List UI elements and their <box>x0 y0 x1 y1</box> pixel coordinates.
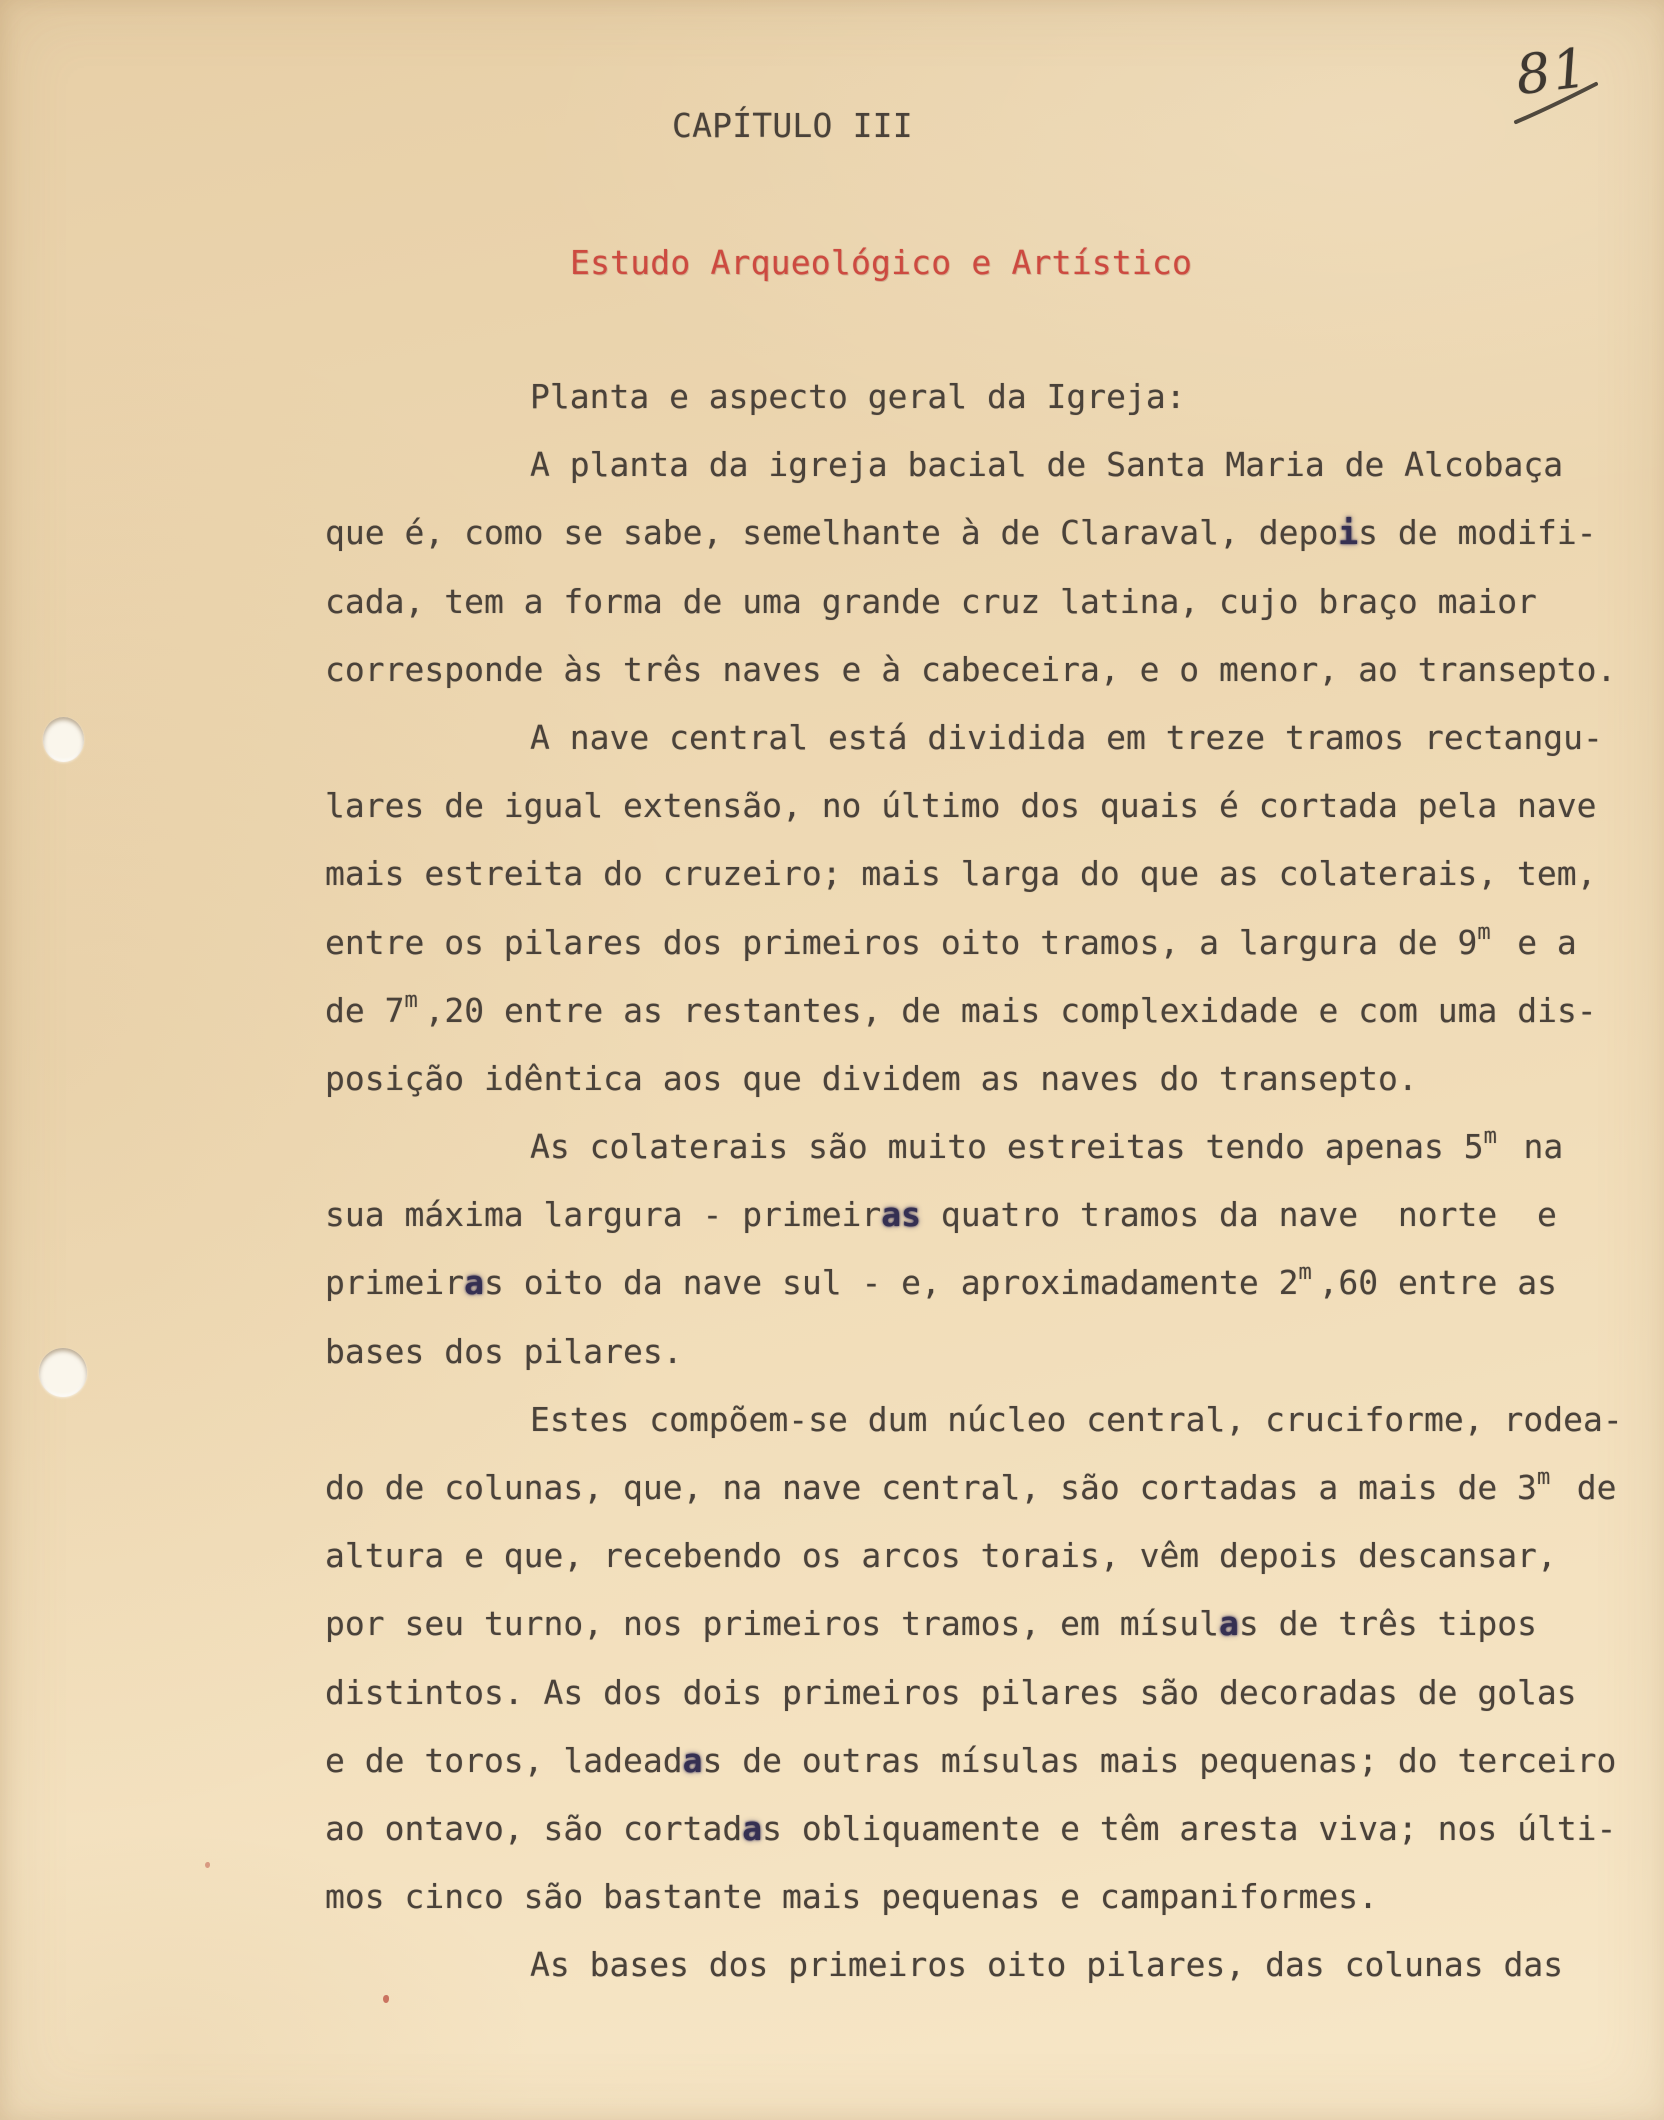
text-line: do de colunas, que, na nave central, são cortadas a mais de 3$^m$ de <box>325 1454 1635 1522</box>
page-number-text: 81 <box>1512 35 1593 108</box>
chapter-heading: CAPÍTULO III <box>672 106 913 145</box>
superscript-metres: m <box>1536 1465 1551 1490</box>
paper-speck <box>205 1862 210 1868</box>
text-line: Planta e aspecto geral da Igreja: <box>530 377 1186 416</box>
text-line: primeiras oito da nave sul - e, aproximadamente 2$^m$ ,60 entre as <box>325 1249 1635 1317</box>
handwritten-page-number <box>1504 35 1624 138</box>
text-line: e de toros, ladeadas de outras mísulas mais pequenas; do terceiro <box>325 1740 1617 1780</box>
superscript-metres: m <box>1298 1260 1312 1286</box>
punch-hole-top <box>43 717 84 762</box>
text-line: posição idêntica aos que dividem as naves do transepto. <box>325 1058 1418 1098</box>
page-number-underline-stroke <box>1504 35 1624 138</box>
overstrike-blot: a <box>742 1808 763 1848</box>
text-line: As bases dos primeiros oito pilares, das colunas das <box>530 1945 1564 1985</box>
paper-speck <box>383 1995 389 2003</box>
overstrike-blot: as <box>881 1195 922 1235</box>
text-line: mos cinco são bastante mais pequenas e campaniformes. <box>325 1877 1378 1917</box>
text-line: lares de igual extensão, no último dos quais é cortada pela nave <box>325 786 1597 826</box>
overstrike-blot: i <box>1338 513 1359 553</box>
text-line: sua máxima largura - primeiras quatro tramos da nave norte e <box>325 1195 1557 1235</box>
text-line: A nave central está dividida em treze tramos rectangu- <box>530 717 1603 757</box>
superscript-metres: m <box>1477 919 1491 945</box>
section-heading: Estudo Arqueológico e Artístico <box>570 243 1193 282</box>
punch-hole-bottom <box>39 1348 87 1397</box>
text-line: distintos. As dos dois primeiros pilares são decoradas de golas <box>325 1672 1577 1712</box>
overstrike-blot: a <box>1219 1604 1239 1644</box>
text-line: entre os pilares dos primeiros oito tramos, a largura de 9$^m$ e a <box>325 909 1635 977</box>
text-line: A planta da igreja bacial de Santa Maria de Alcobaça <box>530 445 1564 485</box>
overstrike-blot: a <box>464 1263 484 1303</box>
text-line: altura e que, recebendo os arcos torais, vêm depois descansar, <box>325 1536 1557 1576</box>
text-line: As colaterais são muito estreitas tendo apenas 5$^m$ na <box>325 1113 1635 1181</box>
overstrike-blot: a <box>682 1740 703 1780</box>
text-line: mais estreita do cruzeiro; mais larga do que as colaterais, tem, <box>325 854 1597 894</box>
superscript-metres: m <box>1483 1124 1497 1150</box>
text-line: Estes compõem-se dum núcleo central, cruciforme, rodea- <box>530 1399 1623 1439</box>
text-line: ao ontavo, são cortadas obliquamente e têm aresta viva; nos últi- <box>325 1808 1617 1848</box>
text-line: que é, como se sabe, semelhante à de Claraval, depois de modifi- <box>325 513 1597 553</box>
superscript-metres: m <box>404 987 418 1013</box>
document-lines <box>325 363 1635 2000</box>
text-line: de 7$^m$ ,20 entre as restantes, de mais complexidade e com uma dis- <box>325 977 1635 1045</box>
text-line: cada, tem a forma de uma grande cruz latina, cujo braço maior <box>325 581 1537 621</box>
text-line: corresponde às três naves e à cabeceira, e o menor, ao transepto. <box>325 649 1617 689</box>
text-line: bases dos pilares. <box>325 1331 683 1371</box>
text-line: por seu turno, nos primeiros tramos, em mísulas de três tipos <box>325 1604 1537 1644</box>
